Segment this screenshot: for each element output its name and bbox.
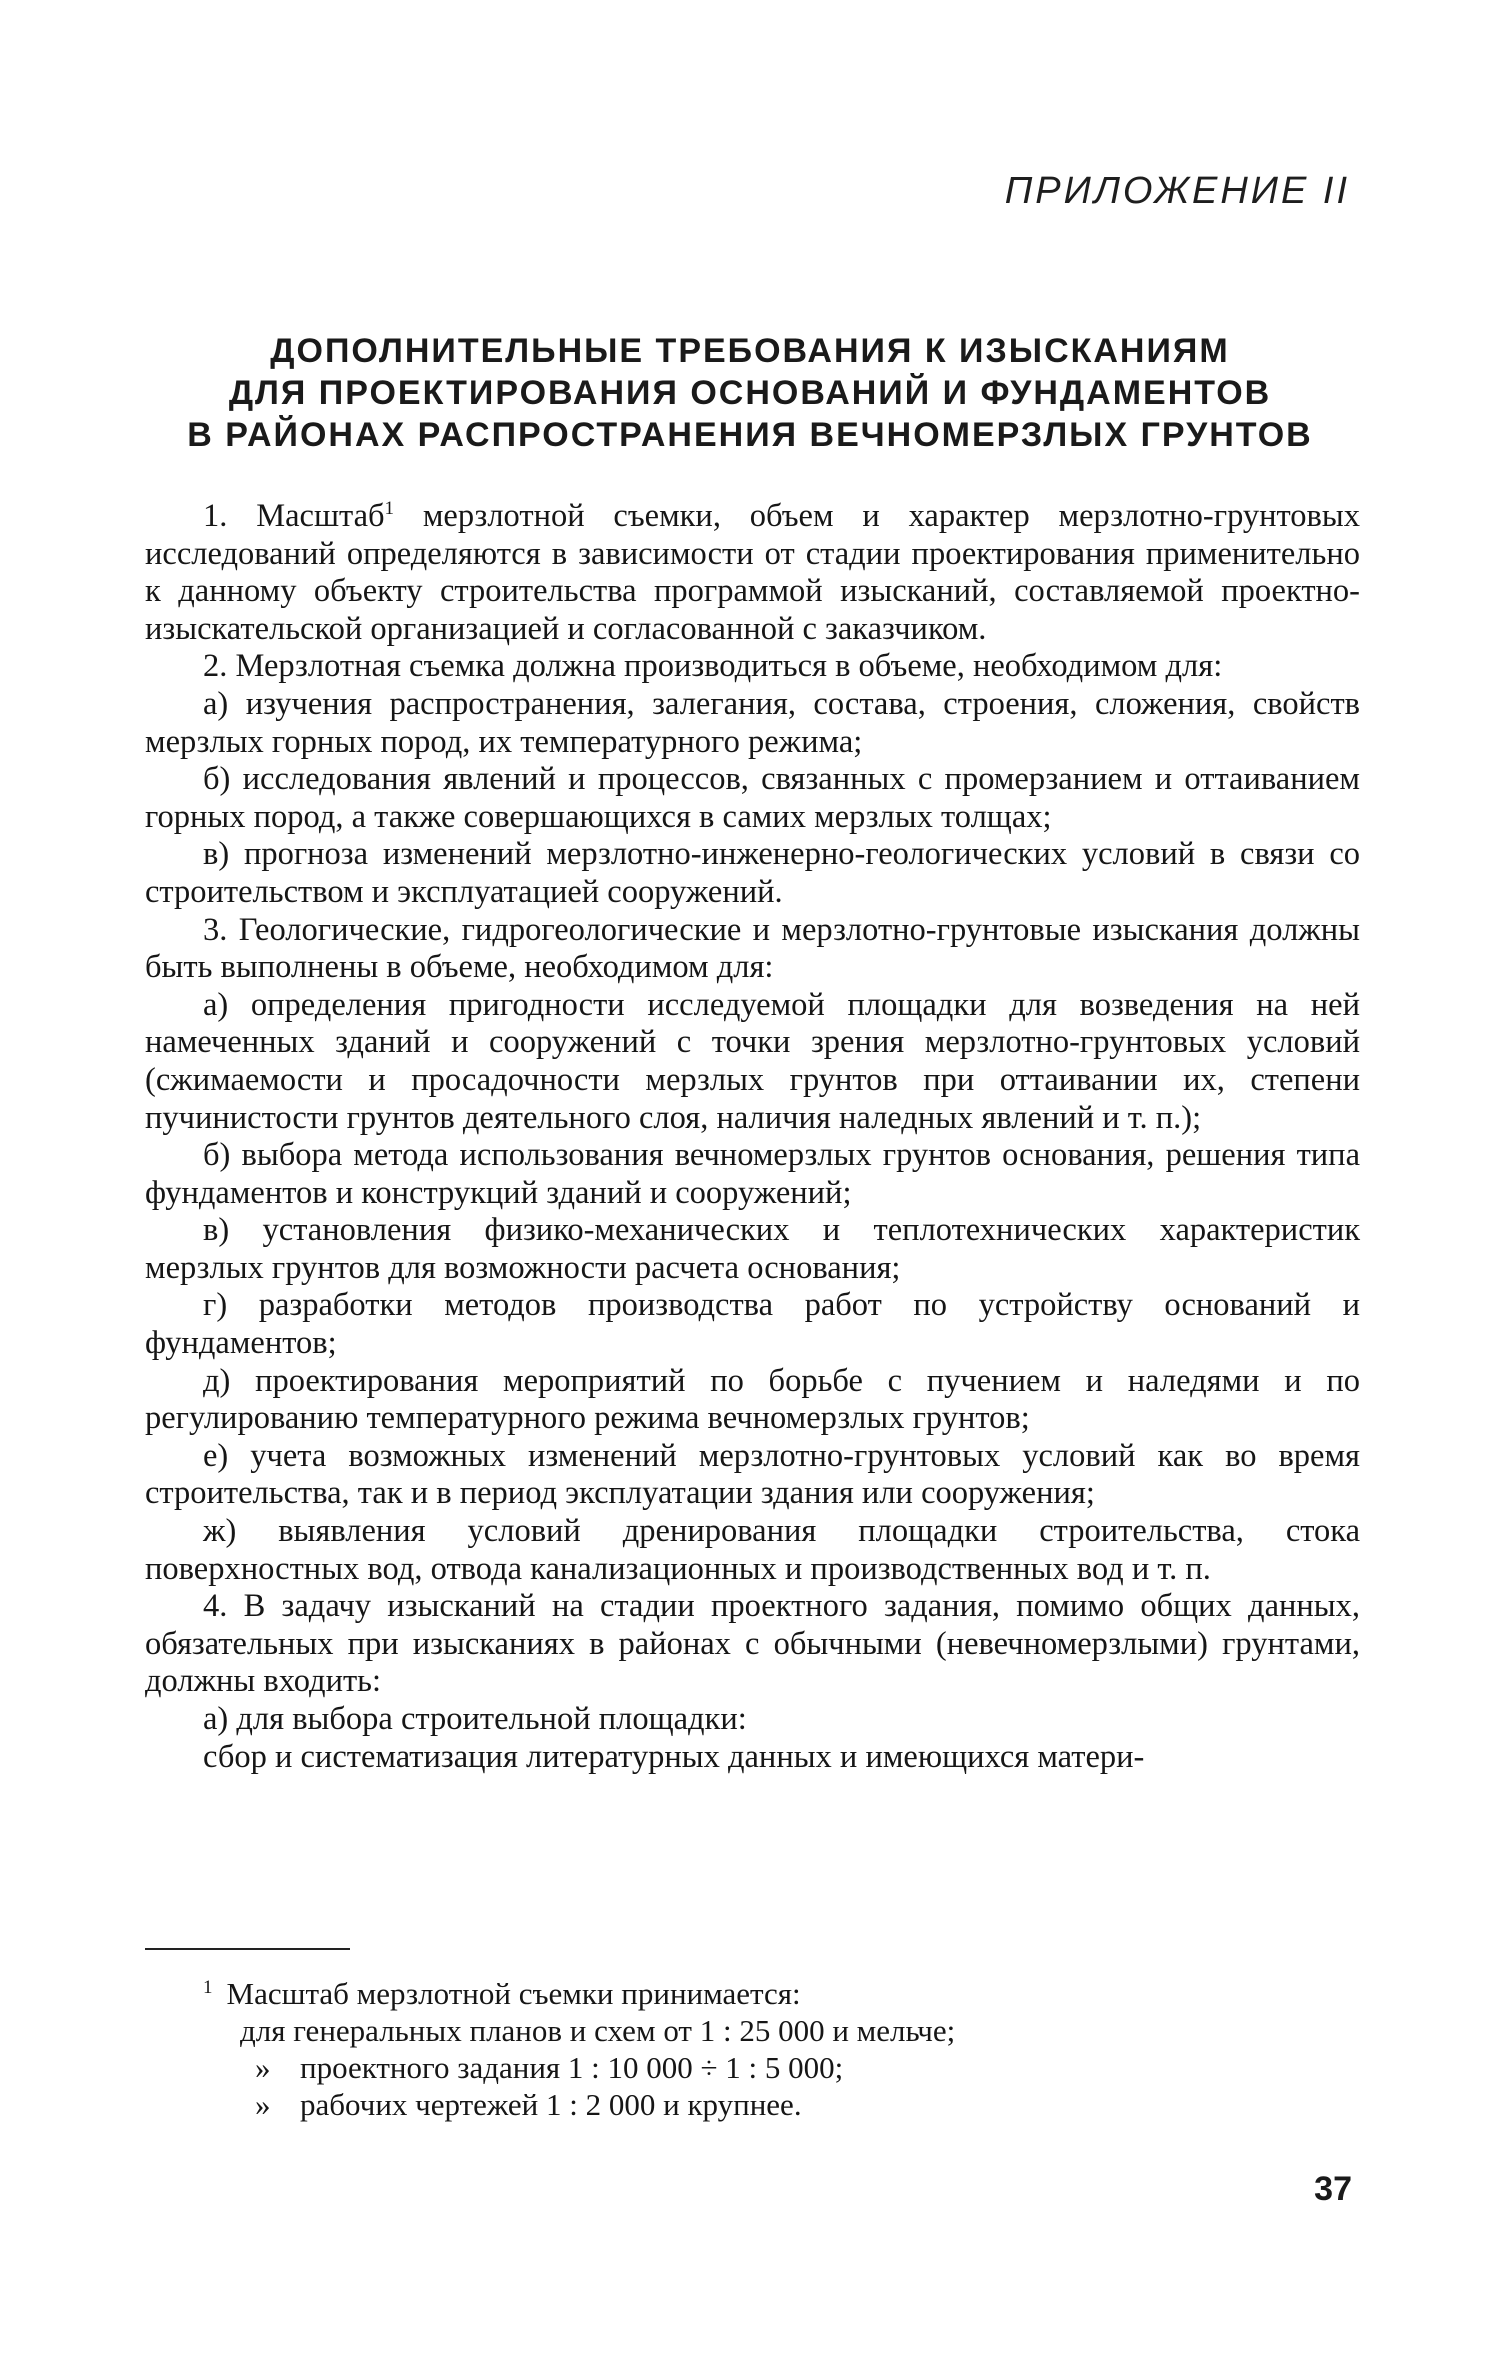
title-line-2: ДЛЯ ПРОЕКТИРОВАНИЯ ОСНОВАНИЙ И ФУНДАМЕНТОВ <box>228 374 1272 412</box>
footnote-ref: 1 <box>384 498 395 520</box>
appendix-label: ПРИЛОЖЕНИЕ II <box>1004 170 1350 212</box>
footnote-line-1 <box>145 1975 1360 2012</box>
paragraph-4a: а) для выбора строительной площадки: <box>203 1701 747 1737</box>
footnote-line-2: для генеральных планов и схем от 1 : 25 000 и мельче; <box>240 2013 956 2048</box>
ditto-mark: » <box>255 2087 271 2122</box>
paragraph-2: 2. Мерзлотная съемка должна производиться в объеме, необходимом для: <box>203 648 1223 685</box>
footnote-line-3 <box>145 2049 1360 2086</box>
footnote-divider <box>145 1948 350 1950</box>
paragraph-3d: г) разработки методов производства работ по устройству оснований и фундаментов; <box>145 1287 1360 1362</box>
body-text <box>145 498 1360 1776</box>
page-number: 37 <box>1314 2170 1352 2208</box>
paragraph-3b: б) выбора метода использования вечномерзлых грунтов основания, решения типа фундаментов и конструкций зданий и сооружений; <box>145 1137 1360 1211</box>
footnote-line-3-text: проектного задания 1 : 10 000 ÷ 1 : 5 000; <box>300 2050 844 2085</box>
footnote-mark: 1 <box>203 1976 213 1998</box>
paragraph-3e: д) проектирования мероприятий по борьбе с пучением и наледями и по регулированию температурного режима вечномерзлых грунтов; <box>145 1362 1360 1437</box>
footnote-line-4-text: рабочих чертежей 1 : 2 000 и крупнее. <box>300 2087 802 2122</box>
page-title <box>0 330 1500 456</box>
paragraph-3g: ж) выявления условий дренирования площадки строительства, стока поверхностных вод, отвода канализационных и производственных вод и т. п. <box>145 1513 1360 1587</box>
title-line-3: В РАЙОНАХ РАСПРОСТРАНЕНИЯ ВЕЧНОМЕРЗЛЫХ ГРУНТОВ <box>187 416 1313 454</box>
footnote-line-1-text: Масштаб мерзлотной съемки принимается: <box>226 1976 801 2011</box>
paragraph-1-rest: мерзлотной съемки, объем и характер мерзлотно-грунтовых исследований определяются в зависимости от стадии проектирования применительно к данному объекту строительства программой изысканий, составляемой проектно-изыскательской организацией и согласованной с заказчиком. <box>145 498 1360 647</box>
paragraph-2a: а) изучения распространения, залегания, состава, строения, сложения, свойств мерзлых горных пород, их температурного режима; <box>145 685 1360 760</box>
ditto-mark: » <box>255 2050 271 2085</box>
paragraph-3c: в) установления физико-механических и теплотехнических характеристик мерзлых грунтов для возможности расчета основания; <box>145 1212 1360 1286</box>
paragraph-4b: сбор и систематизация литературных данных и имеющихся матери- <box>203 1738 1145 1775</box>
title-line-1: ДОПОЛНИТЕЛЬНЫЕ ТРЕБОВАНИЯ К ИЗЫСКАНИЯМ <box>270 332 1230 370</box>
paragraph-3: 3. Геологические, гидрогеологические и мерзлотно-грунтовые изыскания должны быть выполнены в объеме, необходимом для: <box>145 911 1360 986</box>
paragraph-2b: б) исследования явлений и процессов, связанных с промерзанием и оттаиванием горных пород, а также совершающихся в самих мерзлых толщах; <box>145 761 1360 835</box>
paragraph-3a: а) определения пригодности исследуемой площадки для возведения на ней намеченных зданий и сооружений с точки зрения мерзлотно-грунтовых условий (сжимаемости и просадочности мерзлых грунтов при оттаивании их, степени пучинистости грунтов деятельного слоя, наличия наледных явлений и т. п.); <box>145 986 1360 1136</box>
paragraph-3f: е) учета возможных изменений мерзлотно-грунтовых условий как во время строительства, так и в период эксплуатации здания или сооружения; <box>145 1437 1360 1512</box>
paragraph-1-start: 1. Масштаб <box>203 498 385 534</box>
paragraph-2c: в) прогноза изменений мерзлотно-инженерно-геологических условий в связи со строительством и эксплуатацией сооружений. <box>145 836 1360 910</box>
footnote-line-4 <box>145 2086 1360 2123</box>
footnote <box>145 1975 1360 2123</box>
paragraph-1 <box>145 498 1360 648</box>
paragraph-4: 4. В задачу изысканий на стадии проектного задания, помимо общих данных, обязательных при изысканиях в районах с обычными (невечномерзлыми) грунтами, должны входить: <box>145 1588 1360 1700</box>
